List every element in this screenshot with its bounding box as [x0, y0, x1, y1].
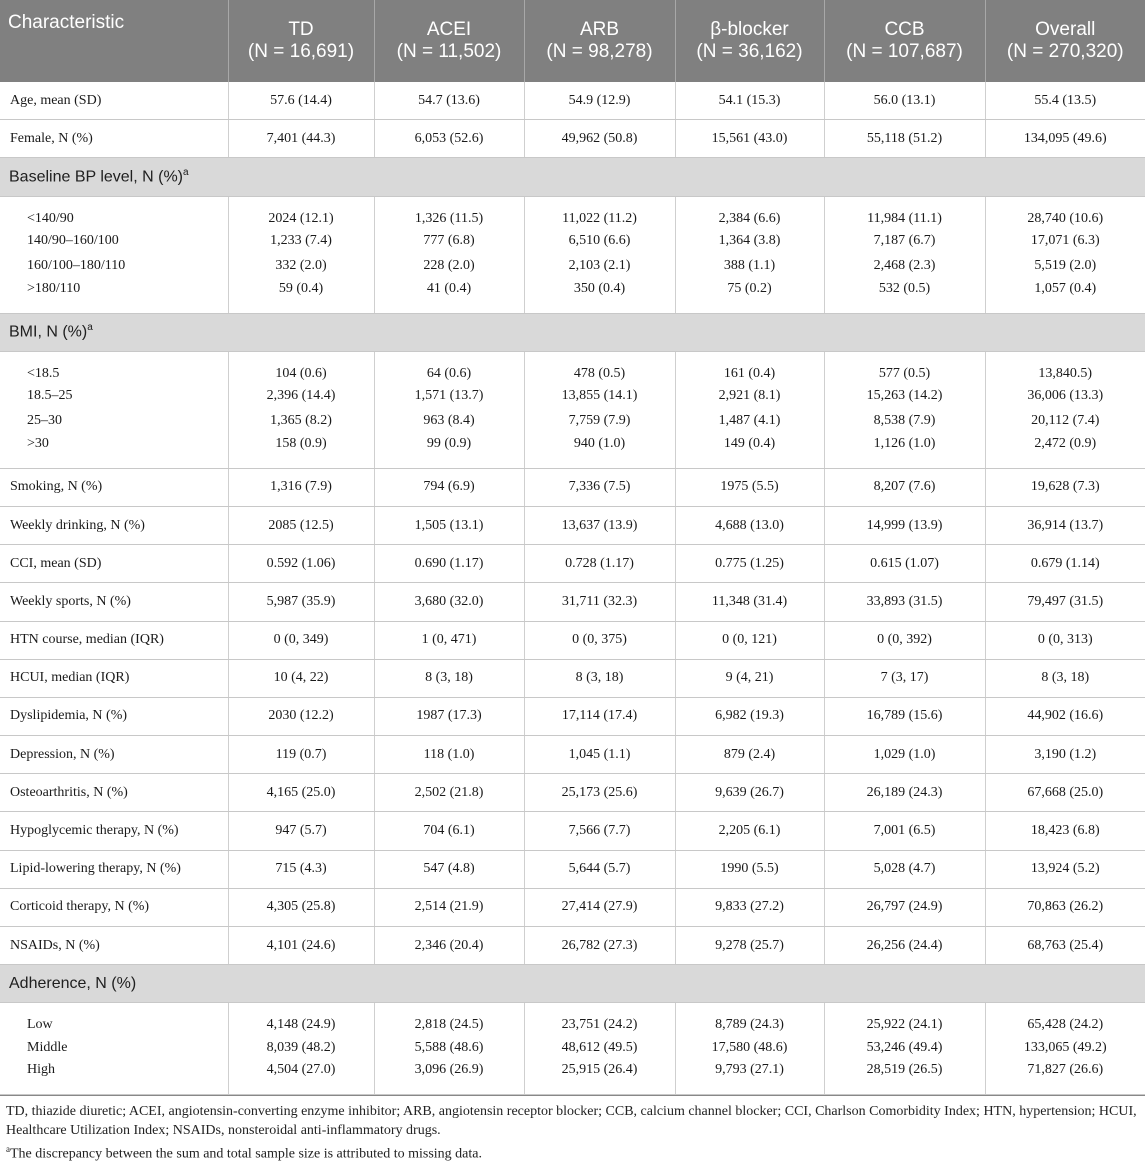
- table-cell: 11,022 (11.2): [524, 196, 675, 229]
- table-subrow: [0, 279, 1145, 314]
- table-cell: 3,190 (1.2): [985, 736, 1145, 774]
- table-cell: 5,028 (4.7): [824, 850, 985, 888]
- table-row: [0, 927, 1145, 965]
- table-cell: 133,065 (49.2): [1023, 1039, 1107, 1055]
- table-cell: 13,637 (13.9): [524, 506, 675, 544]
- table-cell: 547 (4.8): [374, 850, 524, 888]
- footnote-marker: a: [183, 167, 189, 179]
- table-cell: 57.6 (14.4): [228, 82, 374, 120]
- table-footnotes: [0, 1095, 1145, 1164]
- table-cell: 704 (6.1): [374, 812, 524, 850]
- table-subrow: [0, 351, 1145, 384]
- column-header-n: (N = 11,502): [396, 41, 502, 62]
- section-label: [0, 158, 1145, 196]
- table-cell: 4,504 (27.0): [228, 1060, 374, 1095]
- table-cell: 7,001 (6.5): [824, 812, 985, 850]
- table-cell: 28,740 (10.6): [1027, 210, 1104, 226]
- table-row: [0, 583, 1145, 621]
- table-cell: 28,519 (26.5): [824, 1060, 985, 1095]
- table-cell: 8 (3, 18): [524, 659, 675, 697]
- table-cell: 879 (2.4): [675, 736, 824, 774]
- table-cell: 54.9 (12.9): [524, 82, 675, 120]
- table-cell: 54.1 (15.3): [675, 82, 824, 120]
- table-cell: 1987 (17.3): [374, 697, 524, 735]
- table-cell: 16,789 (15.6): [824, 697, 985, 735]
- table-cell: 17,580 (48.6): [675, 1035, 824, 1060]
- table-cell: 2,472 (0.9): [985, 434, 1145, 469]
- abbreviations-note: TD, thiazide diuretic; ACEI, angiotensin-converting enzyme inhibitor; ARB, angiotensin receptor blocker; CCB, calcium channel blocker; CCI, Charlson Comorbidity Index; HTN, hypertension; HCUI, Healthcare Utilization Index; NSAIDs, nonsteroidal anti-inflammatory drugs.: [6, 1104, 1137, 1139]
- table-cell: 1990 (5.5): [675, 850, 824, 888]
- table-cell: 8 (3, 18): [374, 659, 524, 697]
- table-cell: 10 (4, 22): [228, 659, 374, 697]
- section-label-text: Adherence, N (%): [9, 974, 137, 992]
- table-cell: 777 (6.8): [374, 229, 524, 254]
- table-cell: 25,922 (24.1): [824, 1003, 985, 1036]
- table-cell: 33,893 (31.5): [824, 583, 985, 621]
- table-cell: 1,326 (11.5): [374, 196, 524, 229]
- column-header-name: ARB: [579, 19, 620, 40]
- table-cell: 59 (0.4): [228, 279, 374, 314]
- table-cell: 0 (0, 121): [675, 621, 824, 659]
- table-cell: 8,039 (48.2): [228, 1035, 374, 1060]
- table-row: [0, 888, 1145, 926]
- table-cell: 4,148 (24.9): [228, 1003, 374, 1036]
- table-cell: 2,514 (21.9): [374, 888, 524, 926]
- table-cell: 23,751 (24.2): [524, 1003, 675, 1036]
- section-header-row: [0, 965, 1145, 1003]
- table-cell: 478 (0.5): [524, 351, 675, 384]
- table-cell: 2,384 (6.6): [675, 196, 824, 229]
- table-cell: 9,833 (27.2): [675, 888, 824, 926]
- row-label: Smoking, N (%): [0, 468, 228, 506]
- table-cell: 1,316 (7.9): [228, 468, 374, 506]
- table-cell: 13,840.5): [1038, 365, 1093, 381]
- table-cell: 1,365 (8.2): [228, 409, 374, 434]
- table-cell: 0 (0, 313): [985, 621, 1145, 659]
- table-cell: 4,165 (25.0): [228, 774, 374, 812]
- table-cell: 2024 (12.1): [228, 196, 374, 229]
- table-cell: 17,114 (17.4): [524, 697, 675, 735]
- row-label: Female, N (%): [0, 120, 228, 158]
- table-cell: 68,763 (25.4): [985, 927, 1145, 965]
- table-cell: 715 (4.3): [228, 850, 374, 888]
- table-cell: 20,112 (7.4): [1031, 413, 1100, 429]
- table-cell: 7,759 (7.9): [524, 409, 675, 434]
- table-subrow: [0, 1003, 1145, 1036]
- column-header-name: TD: [288, 19, 314, 40]
- table-cell: 4,101 (24.6): [228, 927, 374, 965]
- table-cell: 1,029 (1.0): [824, 736, 985, 774]
- table-cell: 1,045 (1.1): [524, 736, 675, 774]
- table-row: [0, 850, 1145, 888]
- table-cell: 1,487 (4.1): [675, 409, 824, 434]
- column-header-acei: [374, 0, 524, 82]
- row-label: Dyslipidemia, N (%): [0, 697, 228, 735]
- table-cell: 17,071 (6.3): [1030, 233, 1100, 249]
- column-header-name: Overall: [1035, 19, 1096, 40]
- row-label: 25–30: [0, 409, 228, 434]
- table-cell: 577 (0.5): [824, 351, 985, 384]
- table-cell: 2,818 (24.5): [374, 1003, 524, 1036]
- table-cell: 26,189 (24.3): [824, 774, 985, 812]
- table-subrow: [0, 229, 1145, 254]
- table-subrow: [0, 384, 1145, 409]
- column-header-name: ACEI: [426, 19, 472, 40]
- table-cell: 5,987 (35.9): [228, 583, 374, 621]
- row-label: >180/110: [0, 279, 228, 314]
- section-label: [0, 313, 1145, 351]
- row-label: 140/90–160/100: [0, 229, 228, 254]
- table-cell: 2,396 (14.4): [228, 384, 374, 409]
- section-label-text: BMI, N (%): [9, 323, 88, 341]
- table-cell: 228 (2.0): [374, 254, 524, 279]
- row-label: <140/90: [0, 196, 228, 229]
- table-cell: 5,519 (2.0): [1034, 258, 1097, 274]
- row-label: Corticoid therapy, N (%): [0, 888, 228, 926]
- table-cell: 9 (4, 21): [675, 659, 824, 697]
- table-cell: 2,205 (6.1): [675, 812, 824, 850]
- table-cell: 70,863 (26.2): [985, 888, 1145, 926]
- table-cell: 1,233 (7.4): [228, 229, 374, 254]
- table-cell: 9,639 (26.7): [675, 774, 824, 812]
- row-label: CCI, mean (SD): [0, 545, 228, 583]
- table-cell: 55.4 (13.5): [985, 82, 1145, 120]
- row-label: Age, mean (SD): [0, 82, 228, 120]
- section-header-row: [0, 313, 1145, 351]
- table-cell: 65,428 (24.2): [1027, 1017, 1104, 1033]
- table-cell: 1975 (5.5): [675, 468, 824, 506]
- table-cell: 9,793 (27.1): [675, 1060, 824, 1095]
- table-cell: 36,006 (13.3): [1027, 388, 1104, 404]
- table-cell: 44,902 (16.6): [985, 697, 1145, 735]
- row-label: Middle: [0, 1035, 228, 1060]
- table-cell: 41 (0.4): [374, 279, 524, 314]
- header-row: [0, 0, 1145, 82]
- table-row: [0, 659, 1145, 697]
- section-header-row: [0, 158, 1145, 196]
- table-row: [0, 697, 1145, 735]
- table-cell: 4,305 (25.8): [228, 888, 374, 926]
- table-cell: 388 (1.1): [675, 254, 824, 279]
- table-row: [0, 468, 1145, 506]
- table-cell: 158 (0.9): [228, 434, 374, 469]
- table-cell: 161 (0.4): [675, 351, 824, 384]
- table-cell: 0.615 (1.07): [824, 545, 985, 583]
- row-label: Osteoarthritis, N (%): [0, 774, 228, 812]
- table-cell: 0.690 (1.17): [374, 545, 524, 583]
- table-cell: 11,348 (31.4): [675, 583, 824, 621]
- table-cell: 0.728 (1.17): [524, 545, 675, 583]
- table-cell: 6,510 (6.6): [524, 229, 675, 254]
- table-cell: 8,207 (7.6): [824, 468, 985, 506]
- table-cell: 0 (0, 349): [228, 621, 374, 659]
- table-row: [0, 621, 1145, 659]
- footnote-marker: a: [6, 1144, 10, 1155]
- table-cell: 36,914 (13.7): [985, 506, 1145, 544]
- table-cell: 27,414 (27.9): [524, 888, 675, 926]
- table-cell: 31,711 (32.3): [524, 583, 675, 621]
- table-row: [0, 506, 1145, 544]
- table-cell: 1,571 (13.7): [374, 384, 524, 409]
- table-subrow: [0, 196, 1145, 229]
- column-header-n: (N = 270,320): [1006, 41, 1124, 62]
- table-cell: 9,278 (25.7): [675, 927, 824, 965]
- table-cell: 2,468 (2.3): [824, 254, 985, 279]
- row-label: Low: [0, 1003, 228, 1036]
- column-header-name: CCB: [884, 19, 925, 40]
- table-cell: 7 (3, 17): [824, 659, 985, 697]
- table-cell: 4,688 (13.0): [675, 506, 824, 544]
- table-body: [0, 82, 1145, 1095]
- table-cell: 56.0 (13.1): [824, 82, 985, 120]
- row-label: >30: [0, 434, 228, 469]
- table-row: [0, 736, 1145, 774]
- table-cell: 26,256 (24.4): [824, 927, 985, 965]
- table-cell: 6,053 (52.6): [374, 120, 524, 158]
- column-header-overall: [985, 0, 1145, 82]
- table-cell: 1,364 (3.8): [675, 229, 824, 254]
- table-cell: 2,921 (8.1): [675, 384, 824, 409]
- table-cell: 13,855 (14.1): [524, 384, 675, 409]
- table-row: [0, 545, 1145, 583]
- table-subrow: [0, 434, 1145, 469]
- table-cell: 134,095 (49.6): [985, 120, 1145, 158]
- column-header-name: Characteristic: [8, 12, 125, 33]
- row-label: <18.5: [0, 351, 228, 384]
- row-label: HCUI, median (IQR): [0, 659, 228, 697]
- row-label: HTN course, median (IQR): [0, 621, 228, 659]
- column-header-characteristic: [0, 0, 228, 82]
- row-label: 160/100–180/110: [0, 254, 228, 279]
- table-cell: 7,401 (44.3): [228, 120, 374, 158]
- row-label: Hypoglycemic therapy, N (%): [0, 812, 228, 850]
- row-label: Depression, N (%): [0, 736, 228, 774]
- column-header-beta-blocker: [675, 0, 824, 82]
- row-label: NSAIDs, N (%): [0, 927, 228, 965]
- table-cell: 15,561 (43.0): [675, 120, 824, 158]
- column-header-n: (N = 16,691): [247, 41, 355, 62]
- table-cell: 75 (0.2): [675, 279, 824, 314]
- table-cell: 0 (0, 392): [824, 621, 985, 659]
- table-subrow: [0, 254, 1145, 279]
- missing-data-note: [6, 1140, 1139, 1164]
- table-cell: 2030 (12.2): [228, 697, 374, 735]
- table-cell: 26,797 (24.9): [824, 888, 985, 926]
- column-header-n: (N = 98,278): [546, 41, 653, 62]
- table-cell: 55,118 (51.2): [824, 120, 985, 158]
- table-cell: 8 (3, 18): [985, 659, 1145, 697]
- table-header: [0, 0, 1145, 82]
- table-cell: 8,789 (24.3): [675, 1003, 824, 1036]
- table-cell: 25,173 (25.6): [524, 774, 675, 812]
- table-cell: 49,962 (50.8): [524, 120, 675, 158]
- table-cell: 5,588 (48.6): [374, 1035, 524, 1060]
- table-cell: 1,505 (13.1): [374, 506, 524, 544]
- table-cell: 18,423 (6.8): [985, 812, 1145, 850]
- row-label: Weekly sports, N (%): [0, 583, 228, 621]
- table-cell: 99 (0.9): [374, 434, 524, 469]
- table-cell: 3,096 (26.9): [374, 1060, 524, 1095]
- table-cell: 104 (0.6): [228, 351, 374, 384]
- table-cell: 0.775 (1.25): [675, 545, 824, 583]
- table-cell: 2085 (12.5): [228, 506, 374, 544]
- table-cell: 7,566 (7.7): [524, 812, 675, 850]
- table-cell: 6,982 (19.3): [675, 697, 824, 735]
- table-cell: 0.679 (1.14): [985, 545, 1145, 583]
- table-cell: 64 (0.6): [374, 351, 524, 384]
- table-cell: 0.592 (1.06): [228, 545, 374, 583]
- table-cell: 3,680 (32.0): [374, 583, 524, 621]
- table-cell: 1,126 (1.0): [824, 434, 985, 469]
- table-cell: 8,538 (7.9): [824, 409, 985, 434]
- table-cell: 54.7 (13.6): [374, 82, 524, 120]
- table-cell: 2,502 (21.8): [374, 774, 524, 812]
- table-cell: 26,782 (27.3): [524, 927, 675, 965]
- table-cell: 13,924 (5.2): [985, 850, 1145, 888]
- table-cell: 7,336 (7.5): [524, 468, 675, 506]
- table-cell: 532 (0.5): [824, 279, 985, 314]
- table-cell: 940 (1.0): [524, 434, 675, 469]
- table-cell: 2,346 (20.4): [374, 927, 524, 965]
- table-cell: 79,497 (31.5): [985, 583, 1145, 621]
- table-cell: 350 (0.4): [524, 279, 675, 314]
- table-subrow: [0, 409, 1145, 434]
- table-cell: 53,246 (49.4): [824, 1035, 985, 1060]
- table-cell: 794 (6.9): [374, 468, 524, 506]
- table-row: [0, 774, 1145, 812]
- column-header-arb: [524, 0, 675, 82]
- section-label: [0, 965, 1145, 1003]
- table-cell: 71,827 (26.6): [985, 1060, 1145, 1095]
- table-cell: 332 (2.0): [228, 254, 374, 279]
- footnote-marker: a: [87, 322, 93, 334]
- table-cell: 947 (5.7): [228, 812, 374, 850]
- row-label: 18.5–25: [0, 384, 228, 409]
- table-row: [0, 812, 1145, 850]
- table-subrow: [0, 1035, 1145, 1060]
- section-label-text: Baseline BP level, N (%): [9, 168, 183, 186]
- table-cell: 25,915 (26.4): [524, 1060, 675, 1095]
- column-header-n: (N = 107,687): [846, 41, 963, 62]
- table-cell: 1 (0, 471): [374, 621, 524, 659]
- table-cell: 5,644 (5.7): [524, 850, 675, 888]
- row-label: High: [0, 1060, 228, 1095]
- table-cell: 11,984 (11.1): [824, 196, 985, 229]
- column-header-td: [228, 0, 374, 82]
- table-row: [0, 82, 1145, 120]
- table-row: [0, 120, 1145, 158]
- row-label: Lipid-lowering therapy, N (%): [0, 850, 228, 888]
- footnote-text: The discrepancy between the sum and total sample size is attributed to missing data.: [10, 1147, 482, 1163]
- column-header-n: (N = 36,162): [696, 41, 803, 62]
- table-cell: 19,628 (7.3): [985, 468, 1145, 506]
- table-cell: 149 (0.4): [675, 434, 824, 469]
- table-cell: 67,668 (25.0): [985, 774, 1145, 812]
- table-cell: 14,999 (13.9): [824, 506, 985, 544]
- row-label: Weekly drinking, N (%): [0, 506, 228, 544]
- table-cell: 1,057 (0.4): [985, 279, 1145, 314]
- table-cell: 2,103 (2.1): [524, 254, 675, 279]
- column-header-ccb: [824, 0, 985, 82]
- table-cell: 118 (1.0): [374, 736, 524, 774]
- table-cell: 15,263 (14.2): [824, 384, 985, 409]
- column-header-name: β-blocker: [710, 19, 789, 40]
- table-cell: 0 (0, 375): [524, 621, 675, 659]
- table-subrow: [0, 1060, 1145, 1095]
- table-cell: 7,187 (6.7): [824, 229, 985, 254]
- table-cell: 963 (8.4): [374, 409, 524, 434]
- table-cell: 119 (0.7): [228, 736, 374, 774]
- table-cell: 48,612 (49.5): [524, 1035, 675, 1060]
